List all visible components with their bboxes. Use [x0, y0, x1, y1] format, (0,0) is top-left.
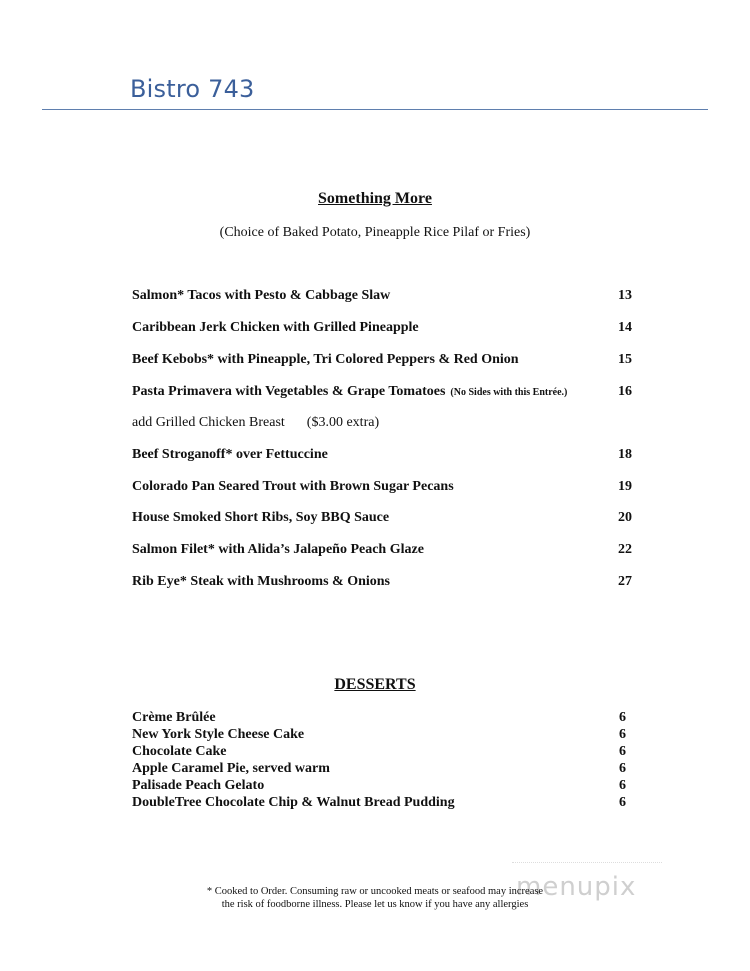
footnote-line-2: the risk of foodborne illness. Please let us know if you have any allergies	[221, 899, 529, 910]
menu-item-name-text: Pasta Primavera with Vegetables & Grape Tomatoes	[132, 384, 446, 399]
dessert-item	[132, 727, 628, 744]
dessert-price: 6	[619, 778, 626, 793]
dessert-item	[132, 744, 628, 761]
header-divider	[42, 109, 708, 110]
menu-item	[132, 510, 634, 528]
footnote-line-1: * Cooked to Order. Consuming raw or uncooked meats or seafood may increase	[206, 886, 544, 897]
dessert-name: New York Style Cheese Cake	[132, 727, 305, 742]
sides-subtitle: (Choice of Baked Potato, Pineapple Rice Pilaf or Fries)	[219, 225, 531, 240]
dessert-name: Chocolate Cake	[132, 744, 227, 759]
menu-item-name: Rib Eye* Steak with Mushrooms & Onions	[132, 574, 391, 589]
menu-item-price: 13	[618, 288, 632, 303]
dessert-price: 6	[619, 727, 626, 742]
menu-item-name: Colorado Pan Seared Trout with Brown Sugar Pecans	[132, 479, 454, 494]
watermark-logo: menupix	[516, 872, 637, 902]
dessert-name: Crème Brûlée	[132, 710, 216, 725]
dessert-price: 6	[619, 744, 626, 759]
dessert-name: DoubleTree Chocolate Chip & Walnut Bread Pudding	[132, 795, 455, 810]
menu-item-price: 15	[618, 352, 632, 367]
menu-item-name: Caribbean Jerk Chicken with Grilled Pineapple	[132, 320, 419, 335]
menu-item-price: 27	[618, 574, 632, 589]
menu-item	[132, 542, 634, 560]
menu-item	[132, 288, 634, 306]
menu-item-addon	[132, 415, 634, 433]
section-title-desserts: DESSERTS	[334, 676, 416, 693]
menu-item-name	[132, 384, 567, 400]
menu-item-price: 16	[618, 384, 632, 399]
menu-item-price: 14	[618, 320, 632, 335]
footnote	[0, 885, 750, 911]
dessert-price: 6	[619, 710, 626, 725]
menu-item	[132, 447, 634, 465]
menu-item-price: 18	[618, 447, 632, 462]
addon-extra-price: ($3.00 extra)	[306, 415, 380, 430]
dessert-item	[132, 778, 628, 795]
menu-item-price: 20	[618, 510, 632, 525]
menu-item	[132, 479, 634, 497]
addon-name: add Grilled Chicken Breast	[132, 415, 285, 430]
dessert-name: Palisade Peach Gelato	[132, 778, 265, 793]
dessert-item	[132, 795, 628, 812]
menu-item-name: Salmon Filet* with Alida’s Jalapeño Peach Glaze	[132, 542, 424, 557]
dessert-price: 6	[619, 795, 626, 810]
dessert-item	[132, 761, 628, 778]
restaurant-title: Bistro 743	[130, 75, 255, 103]
dessert-item	[132, 710, 628, 727]
menu-item	[132, 574, 634, 592]
menu-item-name: Salmon* Tacos with Pesto & Cabbage Slaw	[132, 288, 391, 303]
menu-item-price: 19	[618, 479, 632, 494]
watermark-rule	[512, 862, 662, 863]
menu-item	[132, 352, 634, 370]
dessert-name: Apple Caramel Pie, served warm	[132, 761, 330, 776]
section-title-something-more: Something More	[318, 190, 432, 207]
menu-item	[132, 320, 634, 338]
menu-item-name: House Smoked Short Ribs, Soy BBQ Sauce	[132, 510, 390, 525]
menu-item-name: Beef Stroganoff* over Fettuccine	[132, 447, 328, 462]
dessert-price: 6	[619, 761, 626, 776]
menu-item-name: Beef Kebobs* with Pineapple, Tri Colored Peppers & Red Onion	[132, 352, 519, 367]
addon-line	[132, 415, 379, 431]
menu-item-note: (No Sides with this Entrée.)	[450, 387, 568, 398]
menu-item-price: 22	[618, 542, 632, 557]
menu-item	[132, 384, 634, 402]
